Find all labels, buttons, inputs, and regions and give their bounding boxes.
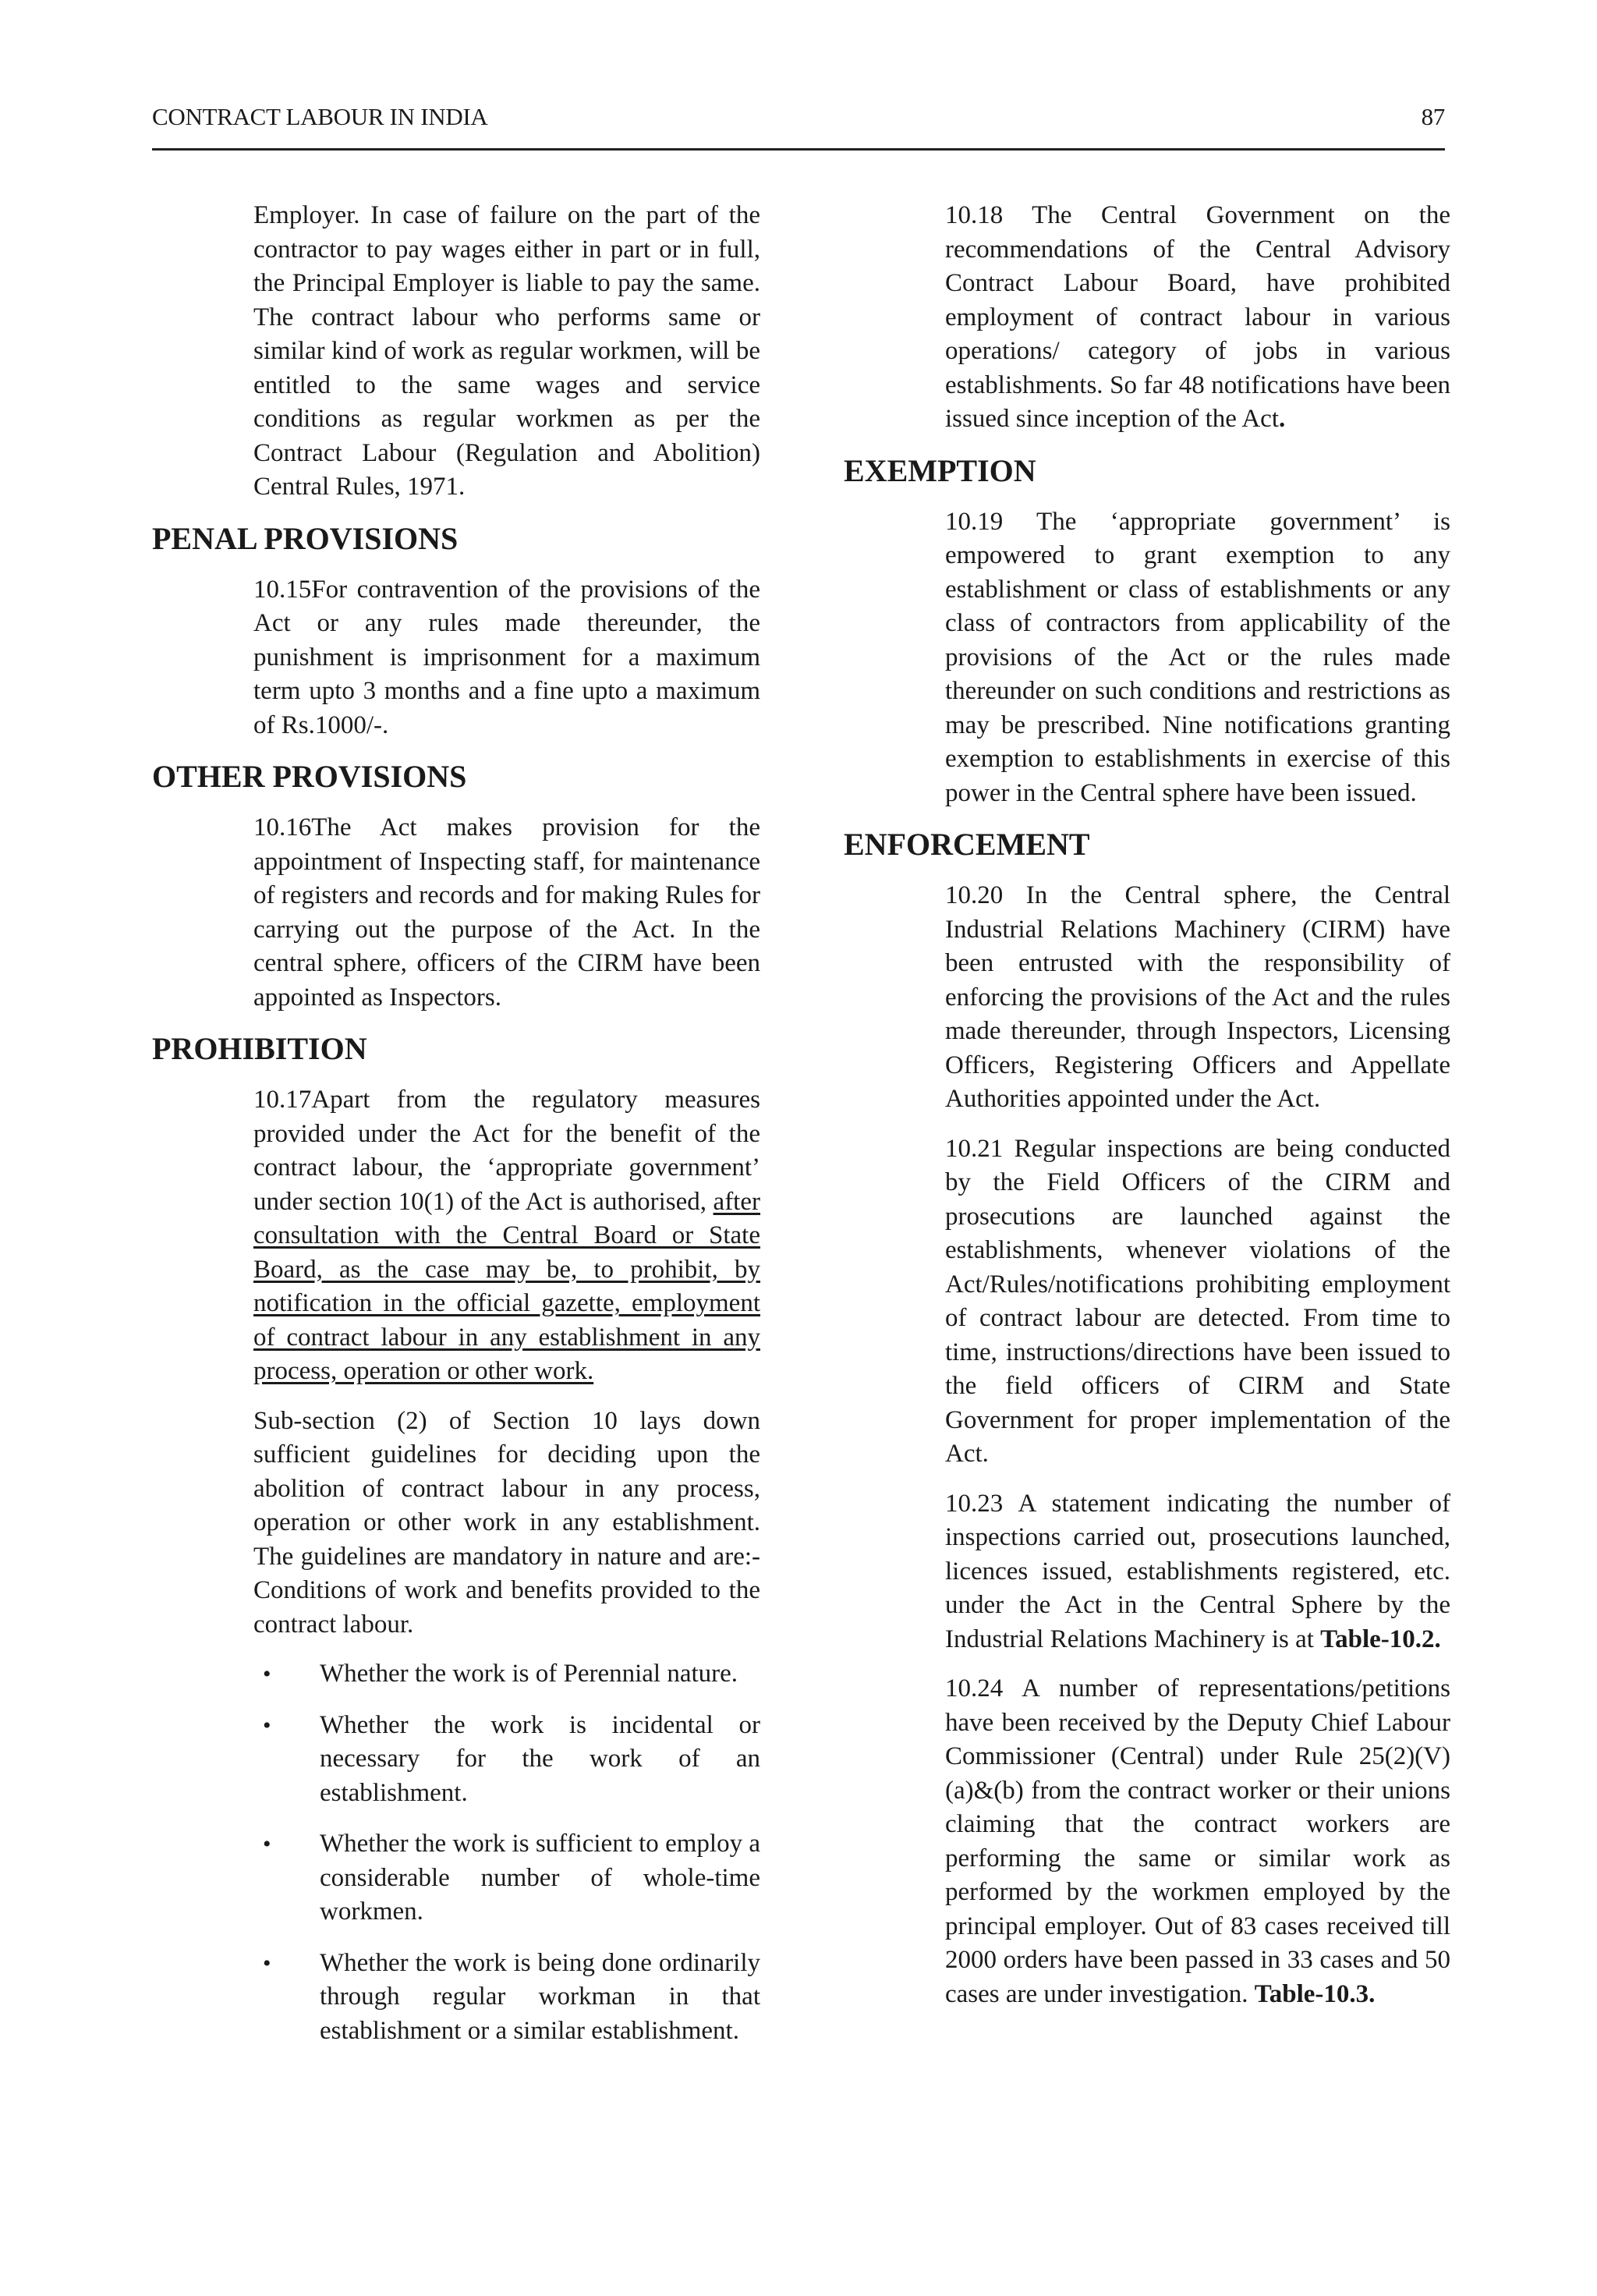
header-title: CONTRACT LABOUR IN INDIA [152,103,488,130]
paragraph-10-18 [945,199,1450,437]
heading-exemption: EXEMPTION [844,452,1036,488]
paragraph-10-18-text: 10.18 The Central Government on the recommendations of the Central Advisory Contract Labour Board, have prohibited employment of contract labour in various operations/ category of jobs in various establishments. So far 48 notifications have been issued since inception of the Act [945,201,1450,433]
list-item [253,1827,760,1929]
bullet-icon: • [263,1831,271,1857]
page-number: 87 [1421,103,1445,130]
heading-other-provisions: OTHER PROVISIONS [152,759,467,794]
paragraph-10-15: 10.15For contravention of the provisions of the Act or any rules made thereunder, the punishment is imprisonment for a maximum term upto 3 months and a fine upto a maximum of Rs.1000/-. [253,575,760,739]
list-item-text: Whether the work is incidental or necessary for the work of an establishment. [320,1710,760,1807]
list-item [253,1947,760,2049]
bullet-icon: • [263,1661,271,1687]
paragraph-10-24 [945,1672,1450,2011]
paragraph-10-20: 10.20 In the Central sphere, the Central Industrial Relations Machinery (CIRM) have been entrusted with the responsibility of enforcing the provisions of the Act and the rules made thereunder, through Inspectors, Licensing Officers, Registering Officers and Appellate Authorities appointed under the Act. [945,881,1450,1113]
paragraph-10-24-text: 10.24 A number of representations/petitions have been received by the Deputy Chief Labour Commissioner (Central) under Rule 25(2)(V)(a)&(b) from the contract worker or their unions claiming that the contract workers are performing the same or similar work as performed by the workmen employed by the principal employer. Out of 83 cases received till 2000 orders have been passed in 33 cases and 50 cases are under investigation. [945,1674,1450,2008]
left-column [152,199,760,2065]
list-item-text: Whether the work is of Perennial nature. [320,1660,738,1688]
table-reference-10-3: Table-10.3. [1254,1979,1376,2008]
list-item-text: Whether the work is sufficient to employ a considerable number of whole-time workmen. [320,1830,760,1926]
paragraph-10-17-underlined: after consultation with the Central Board or State Board, as the case may be, to prohibit, by notification in the official gazette, employment of contract labour in any establishment in any process, operation or other work. [253,1187,760,1385]
paragraph-10-19: 10.19 The ‘appropriate government’ is empowered to grant exemption to any establishment or class of establishments or any class of contractors from applicability of the provisions of the Act or the rules made thereunder on such conditions and restrictions as may be prescribed. Nine notifications granting exemption to establishments in exercise of this power in the Central sphere have been issued. [945,507,1450,807]
running-header [152,103,1445,151]
heading-enforcement: ENFORCEMENT [844,827,1090,862]
guidelines-list [253,1657,760,2048]
list-item [253,1657,760,1692]
paragraph-10-16: 10.16The Act makes provision for the appointment of Inspecting staff, for maintenance of registers and records and for making Rules for carrying out the purpose of the Act. In the central sphere, officers of the CIRM have been appointed as Inspectors. [253,813,760,1012]
paragraph-10-23-text: 10.23 A statement indicating the number of inspections carried out, prosecutions launched, licences issued, establishments registered, etc. under the Act in the Central Sphere by the Industrial Relations Machinery is at [945,1489,1450,1653]
right-column [844,199,1450,2027]
heading-penal-provisions: PENAL PROVISIONS [152,520,459,556]
list-item [253,1709,760,1811]
paragraph-10-18-end: . [1279,405,1286,433]
paragraph-10-23 [945,1487,1450,1657]
heading-prohibition: PROHIBITION [152,1031,367,1066]
bullet-icon: • [263,1712,271,1738]
paragraph-10-17-text: 10.17Apart from the regulatory measures provided under the Act for the benefit of the contract labour, the ‘appropriate government’ under section 10(1) of the Act is authorised, [253,1086,760,1216]
table-reference-10-2: Table-10.2. [1320,1625,1441,1653]
list-item-text: Whether the work is being done ordinarily through regular workman in that establishment or a similar establishment. [320,1948,760,2045]
intro-paragraph: Employer. In case of failure on the part of the contractor to pay wages either in part or in full, the Principal Employer is liable to pay the same. The contract labour who performs same or similar kind of work as regular workmen, will be entitled to the same wages and service conditions as regular workmen as per the Contract Labour (Regulation and Abolition) Central Rules, 1971. [253,201,760,501]
paragraph-10-17 [253,1083,760,1389]
subsection-paragraph: Sub-section (2) of Section 10 lays down sufficient guidelines for deciding upon the abolition of contract labour in any process, operation or other work in any establishment. The guidelines are mandatory in nature and are:-Conditions of work and benefits provided to the contract labour. [253,1406,760,1639]
bullet-icon: • [263,1950,271,1976]
paragraph-10-21: 10.21 Regular inspections are being conducted by the Field Officers of the CIRM and prosecutions are launched against the establishments, whenever violations of the Act/Rules/notifications prohibiting employment of contract labour are detected. From time to time, instructions/directions have been issued to the field officers of CIRM and State Government for proper implementation of the Act. [945,1134,1450,1468]
